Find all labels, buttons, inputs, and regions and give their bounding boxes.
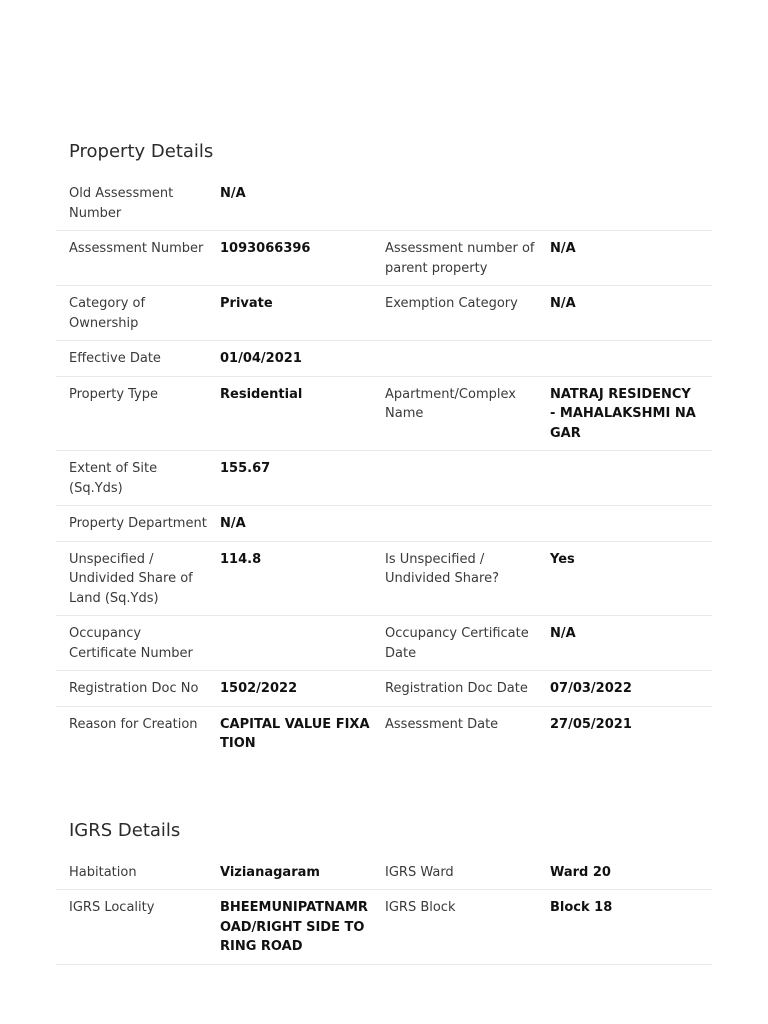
field-value: CAPITAL VALUE FIXATION [220,716,370,751]
igrs-details-title: IGRS Details [69,819,181,841]
field-label: Property Department [69,516,207,531]
field-value: 155.67 [220,461,271,476]
igrs-details-table [56,855,712,965]
field-label [385,506,550,541]
field-label: Category of Ownership [69,296,146,331]
field-label: Occupancy Certificate Number [69,626,193,661]
table-row [56,855,712,891]
table-row [56,506,712,542]
field-label: Occupancy Certificate Date [385,626,529,661]
field-label: Assessment Date [385,716,499,732]
field-value: Ward 20 [550,864,611,880]
table-row [56,377,712,452]
table-row [56,890,712,965]
field-label: IGRS Locality [69,900,155,915]
table-row [56,707,712,761]
property-details-table [56,176,712,761]
field-value [550,176,712,230]
field-value: 01/04/2021 [220,351,302,366]
field-value: NATRAJ RESIDENCY - MAHALAKSHMI NAGAR [550,386,696,441]
table-row [56,176,712,231]
field-value: N/A [550,296,576,311]
table-row [56,231,712,286]
field-value [220,616,385,670]
field-label [385,451,550,505]
field-value: 27/05/2021 [550,716,632,732]
field-label: Effective Date [69,351,161,366]
field-label: Property Type [69,386,159,402]
field-value: Vizianagaram [220,864,320,880]
field-value: N/A [550,241,576,256]
field-label [385,176,550,230]
field-value: BHEEMUNIPATNAMROAD/RIGHT SIDE TO RING ROAD [220,900,368,954]
field-value: N/A [220,186,246,201]
field-value: Yes [550,551,575,567]
field-value [550,341,712,376]
field-value [550,451,712,505]
field-value: Private [220,296,273,311]
table-row [56,341,712,377]
page-content [56,0,712,965]
field-value: 07/03/2022 [550,681,632,696]
field-label: Old Assessment Number [69,186,174,221]
field-value: 1502/2022 [220,681,298,696]
table-row [56,616,712,671]
table-row [56,286,712,341]
field-label: Apartment/Complex Name [385,386,516,421]
field-value: N/A [550,626,576,641]
field-label: IGRS Ward [385,864,454,880]
table-row [56,671,712,707]
field-label: Reason for Creation [69,716,198,732]
field-label: Registration Doc Date [385,681,528,696]
field-label: Assessment Number [69,241,204,256]
field-label: IGRS Block [385,900,456,915]
field-label: Is Unspecified / Undivided Share? [385,551,499,586]
field-label: Habitation [69,864,137,880]
field-value: Residential [220,386,303,402]
field-label: Assessment number of parent property [385,241,535,276]
field-label: Registration Doc No [69,681,199,696]
field-label: Exemption Category [385,296,518,311]
field-value: N/A [220,516,246,531]
field-value [550,506,712,541]
property-details-title: Property Details [69,141,214,162]
table-row [56,451,712,506]
field-label: Unspecified / Undivided Share of Land (Sq.Yds) [69,551,193,606]
field-value: 114.8 [220,551,262,567]
field-label: Extent of Site (Sq.Yds) [69,461,158,496]
field-value: Block 18 [550,900,613,915]
table-row [56,542,712,617]
field-value: 1093066396 [220,241,311,256]
field-label [385,341,550,376]
